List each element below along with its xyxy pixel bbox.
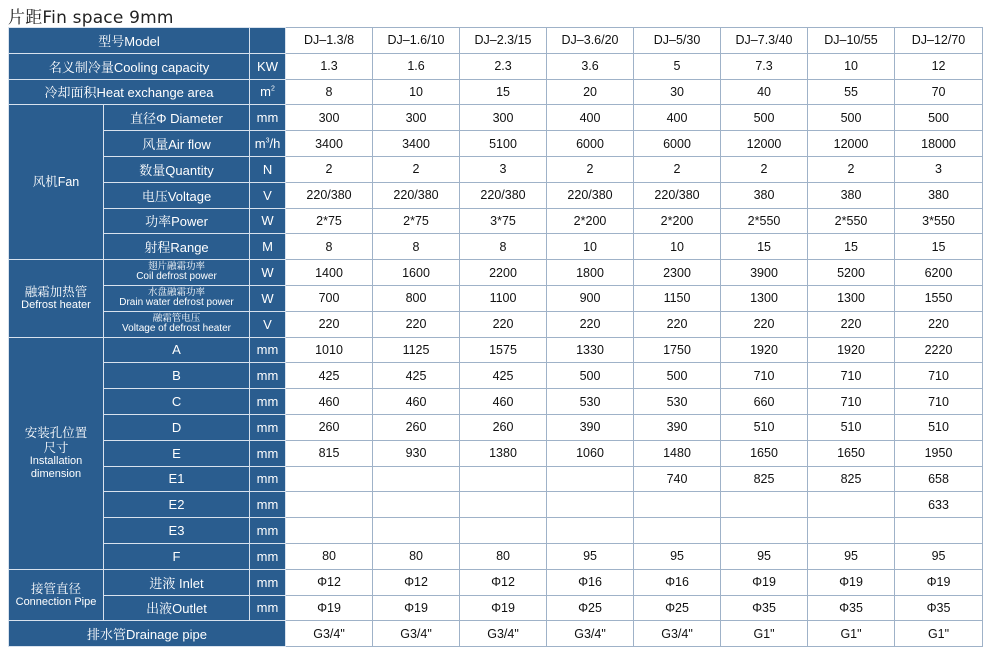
value-cell: 930 xyxy=(373,440,460,466)
value-cell: 20 xyxy=(547,79,634,105)
value-cell: 220/380 xyxy=(373,182,460,208)
value-cell: 220 xyxy=(547,311,634,337)
table-row xyxy=(9,208,983,234)
value-cell: 40 xyxy=(721,79,808,105)
unit-cell: M xyxy=(250,234,286,260)
unit-cell: $m^2$ xyxy=(250,79,286,105)
value-cell: 80 xyxy=(460,543,547,569)
row-label-en: Coil defrost power xyxy=(136,271,217,283)
value-cell xyxy=(808,518,895,544)
value-cell: 70 xyxy=(895,79,983,105)
value-cell: 400 xyxy=(547,105,634,131)
group-label-pipe xyxy=(9,569,104,621)
value-cell: 8 xyxy=(460,234,547,260)
value-cell: 1060 xyxy=(547,440,634,466)
value-cell: 710 xyxy=(721,363,808,389)
group-label-line: 尺寸 xyxy=(43,440,69,455)
row-label: F xyxy=(104,543,250,569)
value-cell: 658 xyxy=(895,466,983,492)
value-cell: 1380 xyxy=(460,440,547,466)
value-cell xyxy=(286,518,373,544)
value-cell: 460 xyxy=(460,389,547,415)
value-cell: 220 xyxy=(460,311,547,337)
value-cell: 500 xyxy=(895,105,983,131)
value-cell: 380 xyxy=(721,182,808,208)
value-cell: Φ12 xyxy=(460,569,547,595)
value-cell: 3400 xyxy=(286,131,373,157)
value-cell: 825 xyxy=(808,466,895,492)
value-cell xyxy=(460,466,547,492)
unit-cell: KW xyxy=(250,53,286,79)
table-row xyxy=(9,363,983,389)
value-cell: 2*550 xyxy=(721,208,808,234)
value-cell: 95 xyxy=(808,543,895,569)
value-cell: Φ16 xyxy=(634,569,721,595)
value-cell: 710 xyxy=(808,363,895,389)
value-cell: 12000 xyxy=(721,131,808,157)
unit-cell: W xyxy=(250,260,286,286)
value-cell: 1550 xyxy=(895,285,983,311)
value-cell: 1600 xyxy=(373,260,460,286)
value-cell: 1400 xyxy=(286,260,373,286)
table-row xyxy=(9,518,983,544)
value-cell: 740 xyxy=(634,466,721,492)
value-cell: 2200 xyxy=(460,260,547,286)
row-label xyxy=(104,311,250,337)
value-cell: 8 xyxy=(373,234,460,260)
value-cell xyxy=(460,492,547,518)
table-row xyxy=(9,389,983,415)
row-label: E xyxy=(104,440,250,466)
value-cell: 300 xyxy=(460,105,547,131)
group-label-defrost xyxy=(9,260,104,337)
value-cell: 6000 xyxy=(634,131,721,157)
table-row xyxy=(9,414,983,440)
value-cell xyxy=(373,492,460,518)
value-cell: 7.3 xyxy=(721,53,808,79)
value-cell xyxy=(721,518,808,544)
row-label-cn: 水盘融霜功率 xyxy=(148,287,206,299)
unit-cell: mm xyxy=(250,492,286,518)
value-cell: DJ–12/70 xyxy=(895,28,983,54)
row-label: E2 xyxy=(104,492,250,518)
model-label: 型号Model xyxy=(9,28,250,54)
group-label-cn: 接管直径 xyxy=(30,581,81,596)
value-cell: Φ35 xyxy=(895,595,983,621)
value-cell xyxy=(547,518,634,544)
value-cell xyxy=(895,518,983,544)
unit-superscript: 2 xyxy=(270,86,275,94)
value-cell: 10 xyxy=(634,234,721,260)
value-cell: 510 xyxy=(808,414,895,440)
value-cell: 390 xyxy=(547,414,634,440)
value-cell: Φ19 xyxy=(808,569,895,595)
value-cell: Φ19 xyxy=(721,569,808,595)
value-cell: 1150 xyxy=(634,285,721,311)
value-cell: 700 xyxy=(286,285,373,311)
value-cell: 220 xyxy=(721,311,808,337)
value-cell: 2*75 xyxy=(286,208,373,234)
row-label: 数量Quantity xyxy=(104,156,250,182)
value-cell: 390 xyxy=(634,414,721,440)
row-label: 风量Air flow xyxy=(104,131,250,157)
value-cell: 633 xyxy=(895,492,983,518)
table-row xyxy=(9,337,983,363)
value-cell xyxy=(721,492,808,518)
row-label: E3 xyxy=(104,518,250,544)
value-cell: Φ19 xyxy=(373,595,460,621)
value-cell: 1575 xyxy=(460,337,547,363)
unit-cell: mm xyxy=(250,105,286,131)
value-cell: 2 xyxy=(721,156,808,182)
group-label-line: Installation xyxy=(29,454,83,467)
table-row xyxy=(9,621,983,647)
value-cell: Φ19 xyxy=(895,569,983,595)
table-row xyxy=(9,466,983,492)
value-cell: 220 xyxy=(286,311,373,337)
table-row xyxy=(9,182,983,208)
row-label-two-line xyxy=(104,314,249,334)
value-cell: 12 xyxy=(895,53,983,79)
value-cell: 1100 xyxy=(460,285,547,311)
value-cell: 2300 xyxy=(634,260,721,286)
row-label-en: Voltage of defrost heater xyxy=(122,322,231,334)
value-cell: DJ–5/30 xyxy=(634,28,721,54)
unit-cell: mm xyxy=(250,518,286,544)
value-cell: Φ35 xyxy=(721,595,808,621)
value-cell xyxy=(373,518,460,544)
value-cell: 1650 xyxy=(721,440,808,466)
row-label-en: Drain water defrost power xyxy=(119,297,234,309)
value-cell: Φ16 xyxy=(547,569,634,595)
value-cell: 10 xyxy=(373,79,460,105)
unit-cell: N xyxy=(250,156,286,182)
group-label-en: Defrost heater xyxy=(21,299,91,312)
group-label-fan: 风机Fan xyxy=(9,105,104,260)
table-row xyxy=(9,440,983,466)
row-label-cn: 翅片融霜功率 xyxy=(148,261,206,273)
value-cell: 10 xyxy=(808,53,895,79)
value-cell: DJ–1.3/8 xyxy=(286,28,373,54)
row-label-two-line xyxy=(104,262,249,282)
row-label: A xyxy=(104,337,250,363)
row-label: 射程Range xyxy=(104,234,250,260)
unit-cell: V xyxy=(250,182,286,208)
value-cell: 15 xyxy=(895,234,983,260)
value-cell: 15 xyxy=(808,234,895,260)
value-cell: 8 xyxy=(286,234,373,260)
value-cell: 815 xyxy=(286,440,373,466)
value-cell: 660 xyxy=(721,389,808,415)
row-label: 直径Φ Diameter xyxy=(104,105,250,131)
table-row xyxy=(9,595,983,621)
value-cell: 460 xyxy=(373,389,460,415)
value-cell xyxy=(634,518,721,544)
table-row xyxy=(9,260,983,286)
value-cell: 2*200 xyxy=(547,208,634,234)
row-label: E1 xyxy=(104,466,250,492)
value-cell: 1010 xyxy=(286,337,373,363)
value-cell: DJ–10/55 xyxy=(808,28,895,54)
row-label: 功率Power xyxy=(104,208,250,234)
value-cell: 1300 xyxy=(721,285,808,311)
drain-label: 排水管Drainage pipe xyxy=(9,621,286,647)
row-label-cn: 融霜管电压 xyxy=(152,312,201,324)
value-cell: 2220 xyxy=(895,337,983,363)
value-cell: 220 xyxy=(634,311,721,337)
value-cell xyxy=(460,518,547,544)
value-cell: Φ19 xyxy=(286,595,373,621)
unit-cell: V xyxy=(250,311,286,337)
value-cell: 3*550 xyxy=(895,208,983,234)
value-cell: 500 xyxy=(721,105,808,131)
value-cell: 18000 xyxy=(895,131,983,157)
row-label: D xyxy=(104,414,250,440)
value-cell: 5 xyxy=(634,53,721,79)
value-cell: 500 xyxy=(634,363,721,389)
value-cell: 15 xyxy=(721,234,808,260)
value-cell: 2 xyxy=(634,156,721,182)
value-cell: 5200 xyxy=(808,260,895,286)
row-label: C xyxy=(104,389,250,415)
value-cell: 220/380 xyxy=(634,182,721,208)
value-cell: 1330 xyxy=(547,337,634,363)
value-cell xyxy=(547,492,634,518)
unit-cell: mm xyxy=(250,595,286,621)
value-cell: 2 xyxy=(547,156,634,182)
value-cell: 2*200 xyxy=(634,208,721,234)
value-cell: DJ–2.3/15 xyxy=(460,28,547,54)
value-cell: 510 xyxy=(895,414,983,440)
unit-cell: mm xyxy=(250,389,286,415)
unit-cell: mm xyxy=(250,337,286,363)
value-cell: DJ–7.3/40 xyxy=(721,28,808,54)
unit-superscript: 3 xyxy=(265,137,270,145)
value-cell: 510 xyxy=(721,414,808,440)
value-cell: 95 xyxy=(634,543,721,569)
row-label: 名义制冷量Cooling capacity xyxy=(9,53,250,79)
table-row xyxy=(9,28,983,54)
value-cell: 220/380 xyxy=(547,182,634,208)
value-cell: 530 xyxy=(547,389,634,415)
value-cell xyxy=(547,466,634,492)
value-cell: G3/4" xyxy=(373,621,460,647)
table-row xyxy=(9,543,983,569)
value-cell: 15 xyxy=(460,79,547,105)
value-cell: G1" xyxy=(895,621,983,647)
value-cell: 1.3 xyxy=(286,53,373,79)
value-cell: G3/4" xyxy=(286,621,373,647)
value-cell: 1480 xyxy=(634,440,721,466)
value-cell: 220/380 xyxy=(460,182,547,208)
value-cell: 3.6 xyxy=(547,53,634,79)
value-cell: 710 xyxy=(808,389,895,415)
value-cell: 1750 xyxy=(634,337,721,363)
table-row xyxy=(9,492,983,518)
value-cell: 380 xyxy=(808,182,895,208)
row-label: 出液Outlet xyxy=(104,595,250,621)
value-cell: 2*550 xyxy=(808,208,895,234)
table-row xyxy=(9,569,983,595)
value-cell: 260 xyxy=(460,414,547,440)
table-row xyxy=(9,234,983,260)
value-cell: 95 xyxy=(721,543,808,569)
value-cell: 460 xyxy=(286,389,373,415)
value-cell: 260 xyxy=(373,414,460,440)
value-cell: 425 xyxy=(286,363,373,389)
value-cell: 800 xyxy=(373,285,460,311)
row-label xyxy=(104,260,250,286)
value-cell: 95 xyxy=(547,543,634,569)
value-cell: 2 xyxy=(808,156,895,182)
row-label: B xyxy=(104,363,250,389)
value-cell: 3*75 xyxy=(460,208,547,234)
page-title: 片距Fin space 9mm xyxy=(8,8,174,28)
unit-cell: mm xyxy=(250,440,286,466)
value-cell: 1920 xyxy=(808,337,895,363)
value-cell: 220/380 xyxy=(286,182,373,208)
row-label-two-line xyxy=(104,288,249,308)
value-cell: 1920 xyxy=(721,337,808,363)
value-cell: 3900 xyxy=(721,260,808,286)
value-cell: 2 xyxy=(373,156,460,182)
value-cell: 5100 xyxy=(460,131,547,157)
unit-cell: $m^3/h$ xyxy=(250,131,286,157)
value-cell: 3 xyxy=(895,156,983,182)
value-cell: 220 xyxy=(895,311,983,337)
value-cell: 380 xyxy=(895,182,983,208)
value-cell: 6000 xyxy=(547,131,634,157)
value-cell: 710 xyxy=(895,389,983,415)
unit-cell xyxy=(250,28,286,54)
value-cell: 80 xyxy=(373,543,460,569)
table-row xyxy=(9,131,983,157)
value-cell: G3/4" xyxy=(547,621,634,647)
value-cell: Φ35 xyxy=(808,595,895,621)
value-cell xyxy=(634,492,721,518)
value-cell: 1.6 xyxy=(373,53,460,79)
value-cell: 80 xyxy=(286,543,373,569)
value-cell: Φ12 xyxy=(373,569,460,595)
value-cell: 2*75 xyxy=(373,208,460,234)
table-row xyxy=(9,79,983,105)
value-cell: 900 xyxy=(547,285,634,311)
value-cell: 2.3 xyxy=(460,53,547,79)
unit-cell: mm xyxy=(250,414,286,440)
value-cell: 425 xyxy=(373,363,460,389)
table-row xyxy=(9,311,983,337)
group-label-en: Connection Pipe xyxy=(15,595,97,608)
value-cell: 1800 xyxy=(547,260,634,286)
value-cell: G1" xyxy=(808,621,895,647)
table-row xyxy=(9,156,983,182)
unit-cell: mm xyxy=(250,363,286,389)
group-label-cn: 融霜加热管 xyxy=(24,284,88,299)
group-label-line: 安装孔位置 xyxy=(24,426,88,441)
value-cell xyxy=(808,492,895,518)
group-label-install xyxy=(9,337,104,569)
value-cell: 1650 xyxy=(808,440,895,466)
value-cell: 8 xyxy=(286,79,373,105)
value-cell: 1950 xyxy=(895,440,983,466)
value-cell: DJ–1.6/10 xyxy=(373,28,460,54)
value-cell: Φ25 xyxy=(547,595,634,621)
unit-cell: mm xyxy=(250,466,286,492)
table-row xyxy=(9,53,983,79)
spec-table xyxy=(8,27,983,647)
value-cell: Φ19 xyxy=(460,595,547,621)
value-cell: 825 xyxy=(721,466,808,492)
value-cell: 2 xyxy=(286,156,373,182)
value-cell: 1125 xyxy=(373,337,460,363)
row-label: 电压Voltage xyxy=(104,182,250,208)
value-cell: G1" xyxy=(721,621,808,647)
group-label-line: dimension xyxy=(30,467,82,480)
value-cell xyxy=(286,466,373,492)
value-cell: DJ–3.6/20 xyxy=(547,28,634,54)
value-cell: 10 xyxy=(547,234,634,260)
value-cell: Φ12 xyxy=(286,569,373,595)
value-cell: 6200 xyxy=(895,260,983,286)
value-cell: 3400 xyxy=(373,131,460,157)
value-cell: 220 xyxy=(373,311,460,337)
row-label: 冷却面积Heat exchange area xyxy=(9,79,250,105)
value-cell: 425 xyxy=(460,363,547,389)
unit-cell: mm xyxy=(250,543,286,569)
value-cell: 400 xyxy=(634,105,721,131)
value-cell: G3/4" xyxy=(634,621,721,647)
value-cell: Φ25 xyxy=(634,595,721,621)
row-label: 进液 Inlet xyxy=(104,569,250,595)
value-cell: 300 xyxy=(286,105,373,131)
value-cell: 260 xyxy=(286,414,373,440)
value-cell: 500 xyxy=(808,105,895,131)
unit-cell: W xyxy=(250,285,286,311)
value-cell: 220 xyxy=(808,311,895,337)
value-cell xyxy=(286,492,373,518)
value-cell xyxy=(373,466,460,492)
table-row xyxy=(9,105,983,131)
value-cell: 500 xyxy=(547,363,634,389)
spec-table-body xyxy=(9,28,983,647)
row-label xyxy=(104,285,250,311)
value-cell: 55 xyxy=(808,79,895,105)
unit-cell: W xyxy=(250,208,286,234)
value-cell: 30 xyxy=(634,79,721,105)
value-cell: 1300 xyxy=(808,285,895,311)
value-cell: 710 xyxy=(895,363,983,389)
value-cell: 300 xyxy=(373,105,460,131)
unit-cell: mm xyxy=(250,569,286,595)
value-cell: 530 xyxy=(634,389,721,415)
value-cell: 12000 xyxy=(808,131,895,157)
table-row xyxy=(9,285,983,311)
value-cell: 95 xyxy=(895,543,983,569)
value-cell: 3 xyxy=(460,156,547,182)
value-cell: G3/4" xyxy=(460,621,547,647)
